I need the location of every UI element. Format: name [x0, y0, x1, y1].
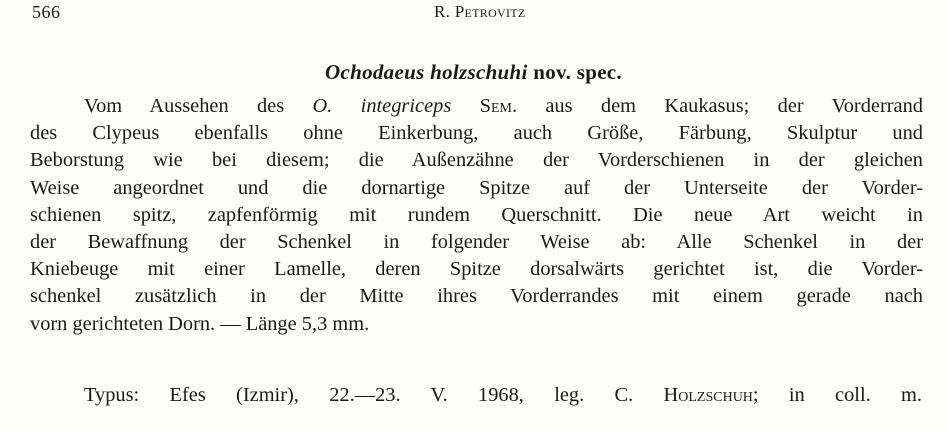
- paragraph-line-2: des Clypeus ebenfalls ohne Einkerbung, auch Größe, Färbung, Skulptur und: [30, 122, 923, 145]
- species-name: Ochodaeus holzschuhi: [325, 60, 528, 84]
- paragraph-line-8: schenkel zusätzlich in der Mitte ihres Vorderrandes mit einem gerade nach: [30, 285, 923, 308]
- paragraph-line-5: schienen spitz, zapfenförmig mit rundem Querschnitt. Die neue Art weicht in: [30, 203, 923, 226]
- paragraph-line-4: Weise angeordnet und die dornartige Spitze auf der Unterseite der Vorder-: [30, 176, 923, 199]
- typus-collection: ; in coll. m.: [752, 384, 922, 406]
- species-title: [0, 60, 947, 85]
- author-surname: etrovitz: [464, 2, 526, 21]
- collector-surname: olzschuh: [678, 384, 753, 406]
- page-number: 566: [32, 2, 61, 22]
- author-initial: R. P: [434, 2, 465, 21]
- page-header: [32, 2, 915, 26]
- text-run: Vom Aussehen des: [84, 95, 313, 117]
- description-paragraph: [30, 93, 923, 338]
- authority-rest: em: [490, 95, 512, 117]
- paragraph-line-7: Kniebeuge mit einer Lamelle, deren Spitze dorsalwärts gerichtet ist, die Vorder-: [30, 258, 923, 281]
- running-head-author: [434, 2, 526, 22]
- compared-species: O. integriceps: [312, 95, 452, 117]
- authority-initial: S: [451, 95, 491, 117]
- paragraph-line-6: der Bewaffnung der Schenkel in folgender Weise ab: Alle Schenkel in der: [30, 231, 923, 254]
- paragraph-line-1: [30, 93, 923, 120]
- typus-text: Typus: Efes (Izmir), 22.—23. V. 1968, leg. C. H: [84, 384, 679, 406]
- paragraph-line-3: Beborstung wie bei diesem; die Außenzähne der Vorderschienen in der gleichen: [30, 149, 923, 172]
- typus-line: [84, 384, 922, 407]
- text-run: . aus dem Kaukasus; der Vorderrand: [511, 95, 923, 117]
- species-designation: nov. spec.: [533, 60, 622, 84]
- paragraph-line-9: vorn gerichteten Dorn. — Länge 5,3 mm.: [30, 312, 370, 335]
